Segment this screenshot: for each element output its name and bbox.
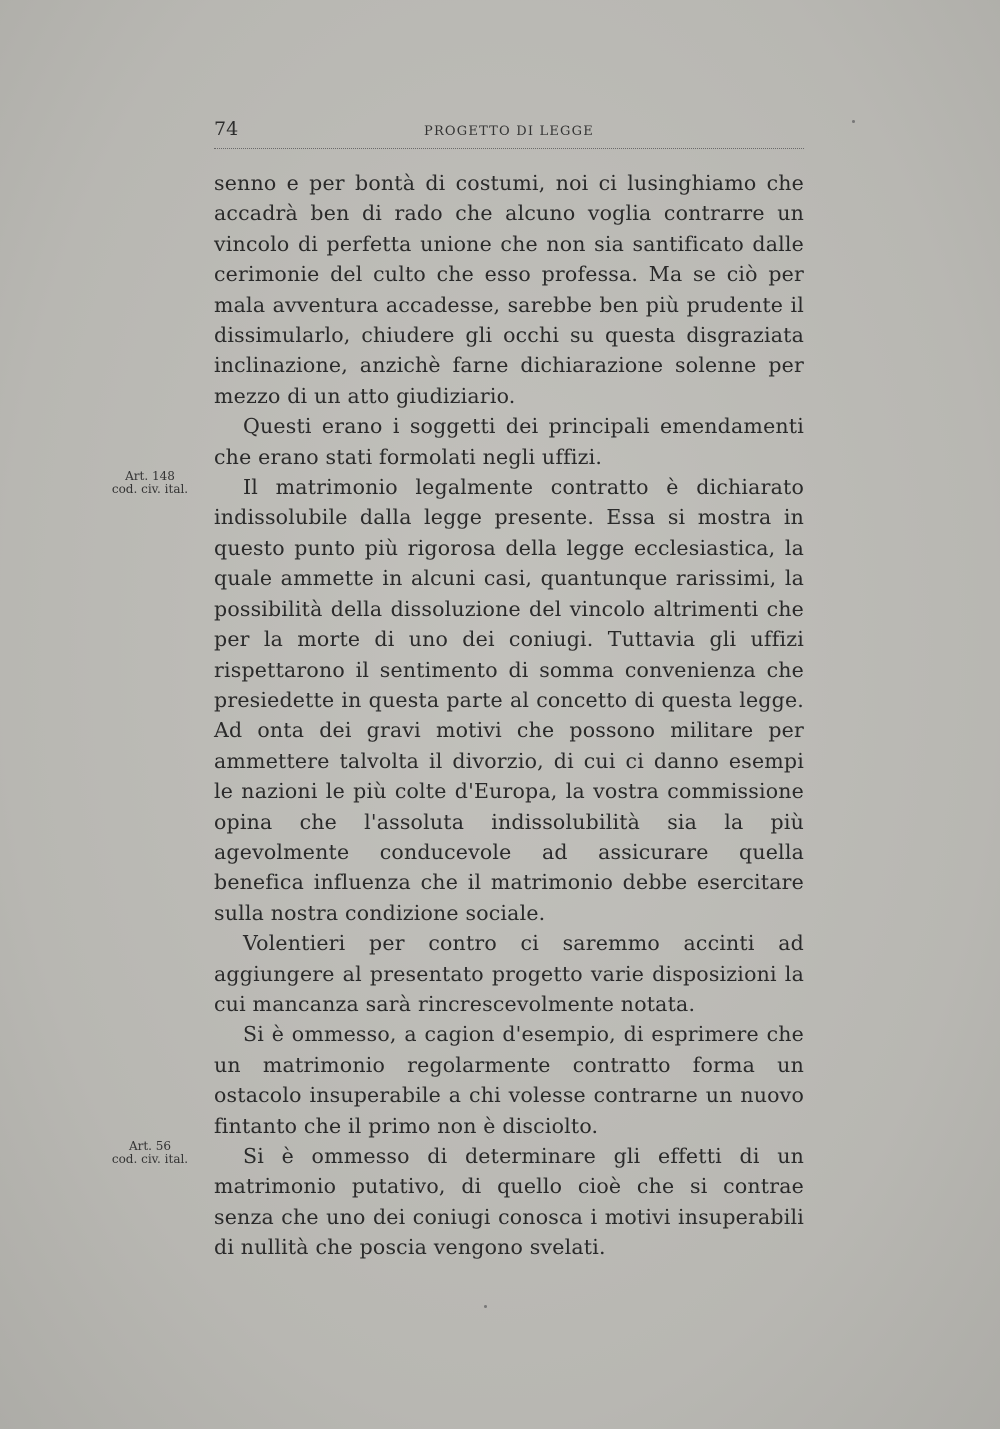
margin-note-line: cod. civ. ital. (111, 482, 189, 496)
paper-speck (852, 120, 855, 123)
paragraph: Si è ommesso, a cagion d'esempio, di esprimere che un matrimonio regolarmente contratto forma un ostacolo insuperabile a chi volesse contrarne un nuovo fintanto che il primo non è disciolto. (214, 1022, 804, 1138)
margin-note-line: Art. 148 (125, 469, 175, 483)
margin-note-line: Art. 56 (128, 1139, 172, 1153)
page-number: 74 (214, 118, 239, 140)
body-text (214, 168, 804, 1263)
paragraph: Il matrimonio legalmente contratto è dichiarato indissolubile dalla legge presente. Essa si mostra in questo punto più rigorosa della legge ecclesiastica, la quale ammette in alcuni casi, quantunque rarissimi, la possibilità della dissoluzione del vincolo altrimenti che per la morte di uno dei coniugi. Tuttavia gli uffizi rispettarono il sentimento di somma convenienza che presiedette in questa parte al concetto di questa legge. Ad onta dei gravi motivi che possono militare per ammettere talvolta il divorzio, di cui ci danno esempi le nazioni le più colte d'Europa, la vostra commissione opina che l'assoluta indissolubilità sia la più agevolmente conducevole ad assicurare quella benefica influenza che il matrimonio debbe esercitare sulla nostra condizione sociale. (214, 475, 804, 925)
margin-note-art-148 (100, 470, 200, 496)
paragraph: Questi erano i soggetti dei principali emendamenti che erano stati formolati negli uffizi. (214, 414, 804, 469)
paragraph: Si è ommesso di determinare gli effetti di un matrimonio putativo, di quello cioè che si contrae senza che uno dei coniugi conosca i motivi insuperabili di nullità che poscia vengono svelati. (214, 1144, 804, 1260)
running-title: PROGETTO DI LEGGE (424, 124, 594, 139)
page-header (214, 118, 804, 149)
paper-speck (484, 1305, 487, 1308)
paragraph: Volentieri per contro ci saremmo accinti ad aggiungere al presentato progetto varie disposizioni la cui mancanza sarà rincrescevolmente notata. (214, 931, 804, 1016)
paragraph: senno e per bontà di costumi, noi ci lusinghiamo che accadrà ben di rado che alcuno voglia contrarre un vincolo di perfetta unione che non sia santificato dalle cerimonie del culto che esso professa. Ma se ciò per mala avventura accadesse, sarebbe ben più prudente il dissimularlo, chiudere gli occhi su questa disgraziata inclinazione, anzichè farne dichiarazione solenne per mezzo di un atto giudiziario. (214, 171, 804, 408)
margin-note-art-56 (100, 1140, 200, 1166)
margin-note-line: cod. civ. ital. (111, 1152, 189, 1166)
